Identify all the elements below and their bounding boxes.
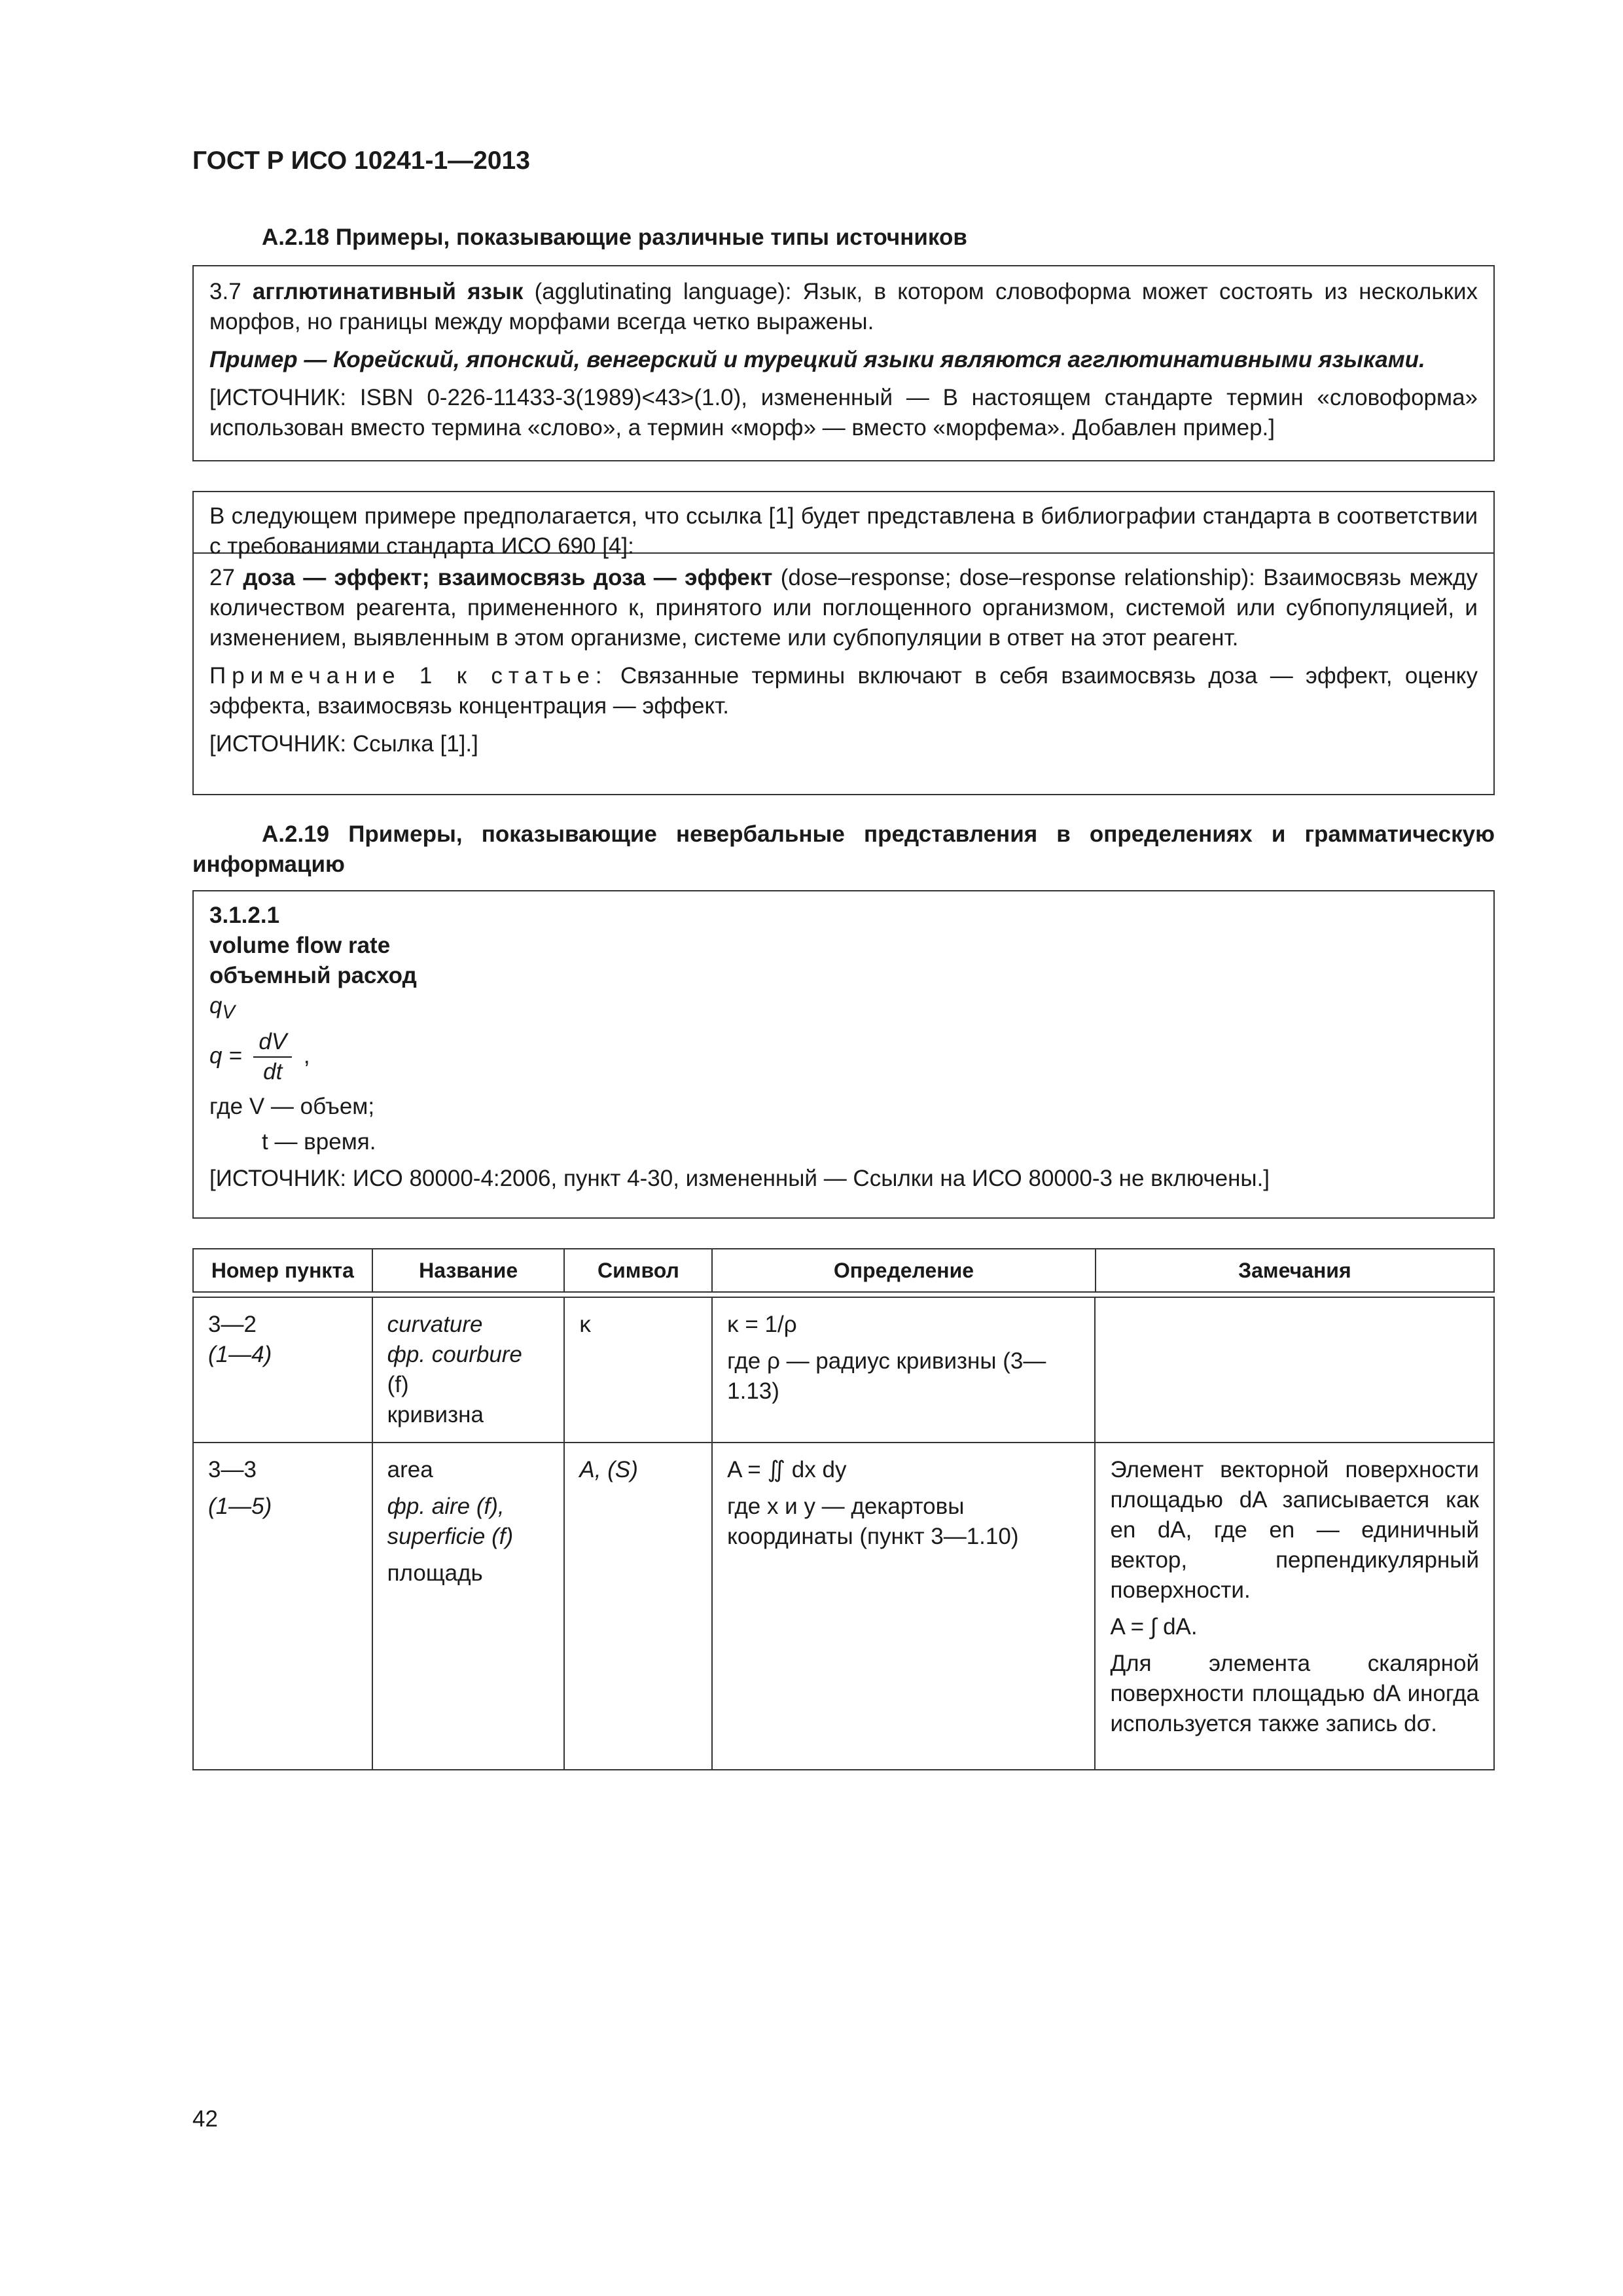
cell-definition: A = ∬ dx dy где x и y — декартовы координаты (пункт 3—1.10): [712, 1443, 1095, 1770]
term-example: Пример — Корейский, японский, венгерский и турецкий языки являются агглютинативными языками.: [209, 347, 1425, 372]
col-header-definition: Определение: [712, 1249, 1095, 1292]
note-label: Примечание 1 к статье:: [209, 663, 608, 689]
term-entry-box-dose-response: [192, 491, 1495, 795]
formula-tail: ,: [303, 1043, 310, 1069]
intro-note-text: В следующем примере предполагается, что ссылка [1] будет представлена в библиографии стандарта в соответствии с требованиями стандарта ИСО 690 [4]:: [209, 503, 1478, 559]
cell-symbol: A, (S): [564, 1443, 712, 1770]
cell-remarks: [1095, 1297, 1494, 1443]
cell-name: curvature фр. courbure (f) кривизна: [372, 1297, 565, 1443]
entry-number: 27: [209, 565, 235, 590]
formula-denominator: dt: [263, 1059, 283, 1085]
formula-numerator: dV: [253, 1028, 292, 1058]
table-row: [193, 1443, 1494, 1770]
cell-definition: κ = 1/ρ где ρ — радиус кривизны (3—1.13): [712, 1297, 1095, 1443]
term-entry-box-volume-flow: [192, 890, 1495, 1219]
col-header-name: Название: [372, 1249, 565, 1292]
intro-note-row: [194, 492, 1493, 559]
page-number: 42: [192, 2106, 218, 2132]
term-def-text: (dose–response; dose–response relationship): Взаимосвязь между количеством реагента, примененного к, принятого или поглощенного организмом, системой или субпопуляцией, и изменением, выявленным в этом организме, системе или субпопуляции в ответ на этот реагент.: [209, 565, 1478, 651]
entry-number: 3.7: [209, 279, 241, 304]
term-name-ru: объемный расход: [209, 963, 417, 988]
where-t: t — время.: [262, 1129, 376, 1155]
section-title-a219: А.2.19 Примеры, показывающие невербальные представления в определениях и грамматическую информацию: [192, 821, 1495, 877]
cell-remarks: Элемент векторной поверхности площадью dA записывается как en dA, где en — единичный вектор, перпендикулярный поверхности. A = ∫ dA. Для элемента скалярной поверхности площадью dA иногда используется также запись dσ.: [1095, 1443, 1494, 1770]
term-source: [ИСТОЧНИК: ИСО 80000-4:2006, пункт 4-30, измененный — Ссылки на ИСО 80000-3 не включены.]: [209, 1166, 1270, 1191]
section-title-a218: А.2.18 Примеры, показывающие различные типы источников: [262, 224, 967, 250]
col-header-number: Номер пункта: [193, 1249, 372, 1292]
quantities-table-body: [192, 1297, 1495, 1770]
formula-lhs: q =: [209, 1043, 242, 1069]
term-symbol: $q_V$: [209, 993, 235, 1023]
term-name: агглютинативный язык: [252, 279, 524, 304]
dose-response-entry: [194, 554, 1493, 768]
cell-number: 3—2 (1—4): [193, 1297, 372, 1443]
term-def-text: (agglutinating language): Язык, в котором словоформа может состоять из нескольких морфов, но границы между морфами всегда четко выражены.: [209, 279, 1478, 334]
term-source: [ИСТОЧНИК: Ссылка [1].]: [209, 731, 478, 757]
where-line-v: [209, 1092, 1478, 1122]
where-label: где: [209, 1094, 243, 1119]
quantities-table-header: [192, 1248, 1495, 1293]
term-definition: [209, 277, 1478, 337]
where-v: V — объем;: [249, 1094, 375, 1119]
term-name-en: volume flow rate: [209, 933, 391, 958]
table-row: [193, 1297, 1494, 1443]
col-header-remarks: Замечания: [1096, 1249, 1494, 1292]
formula-fraction: [253, 1028, 292, 1086]
term-entry-box-agglutinative: [192, 265, 1495, 461]
col-header-symbol: Символ: [564, 1249, 712, 1292]
document-header: ГОСТ Р ИСО 10241-1—2013: [192, 147, 530, 175]
note-text: Связанные термины включают в себя взаимосвязь доза — эффект, оценку эффекта, взаимосвязь концентрация — эффект.: [209, 663, 1478, 719]
cell-name: area фр. aire (f), superficie (f) площадь: [372, 1443, 565, 1770]
term-definition: [209, 563, 1478, 653]
formula: [209, 1028, 1478, 1086]
term-note: [209, 661, 1478, 721]
term-source: [ИСТОЧНИК: ISBN 0-226-11433-3(1989)<43>(1.0), измененный — В настоящем стандарте термин «словоформа» использован вместо термина «слово», а термин «морф» — вместо «морфема». Добавлен пример.]: [209, 385, 1478, 440]
cell-number: 3—3 (1—5): [193, 1443, 372, 1770]
entry-number: 3.1.2.1: [209, 903, 280, 928]
term-name: доза — эффект; взаимосвязь доза — эффект: [243, 565, 773, 590]
cell-symbol: κ: [564, 1297, 712, 1443]
